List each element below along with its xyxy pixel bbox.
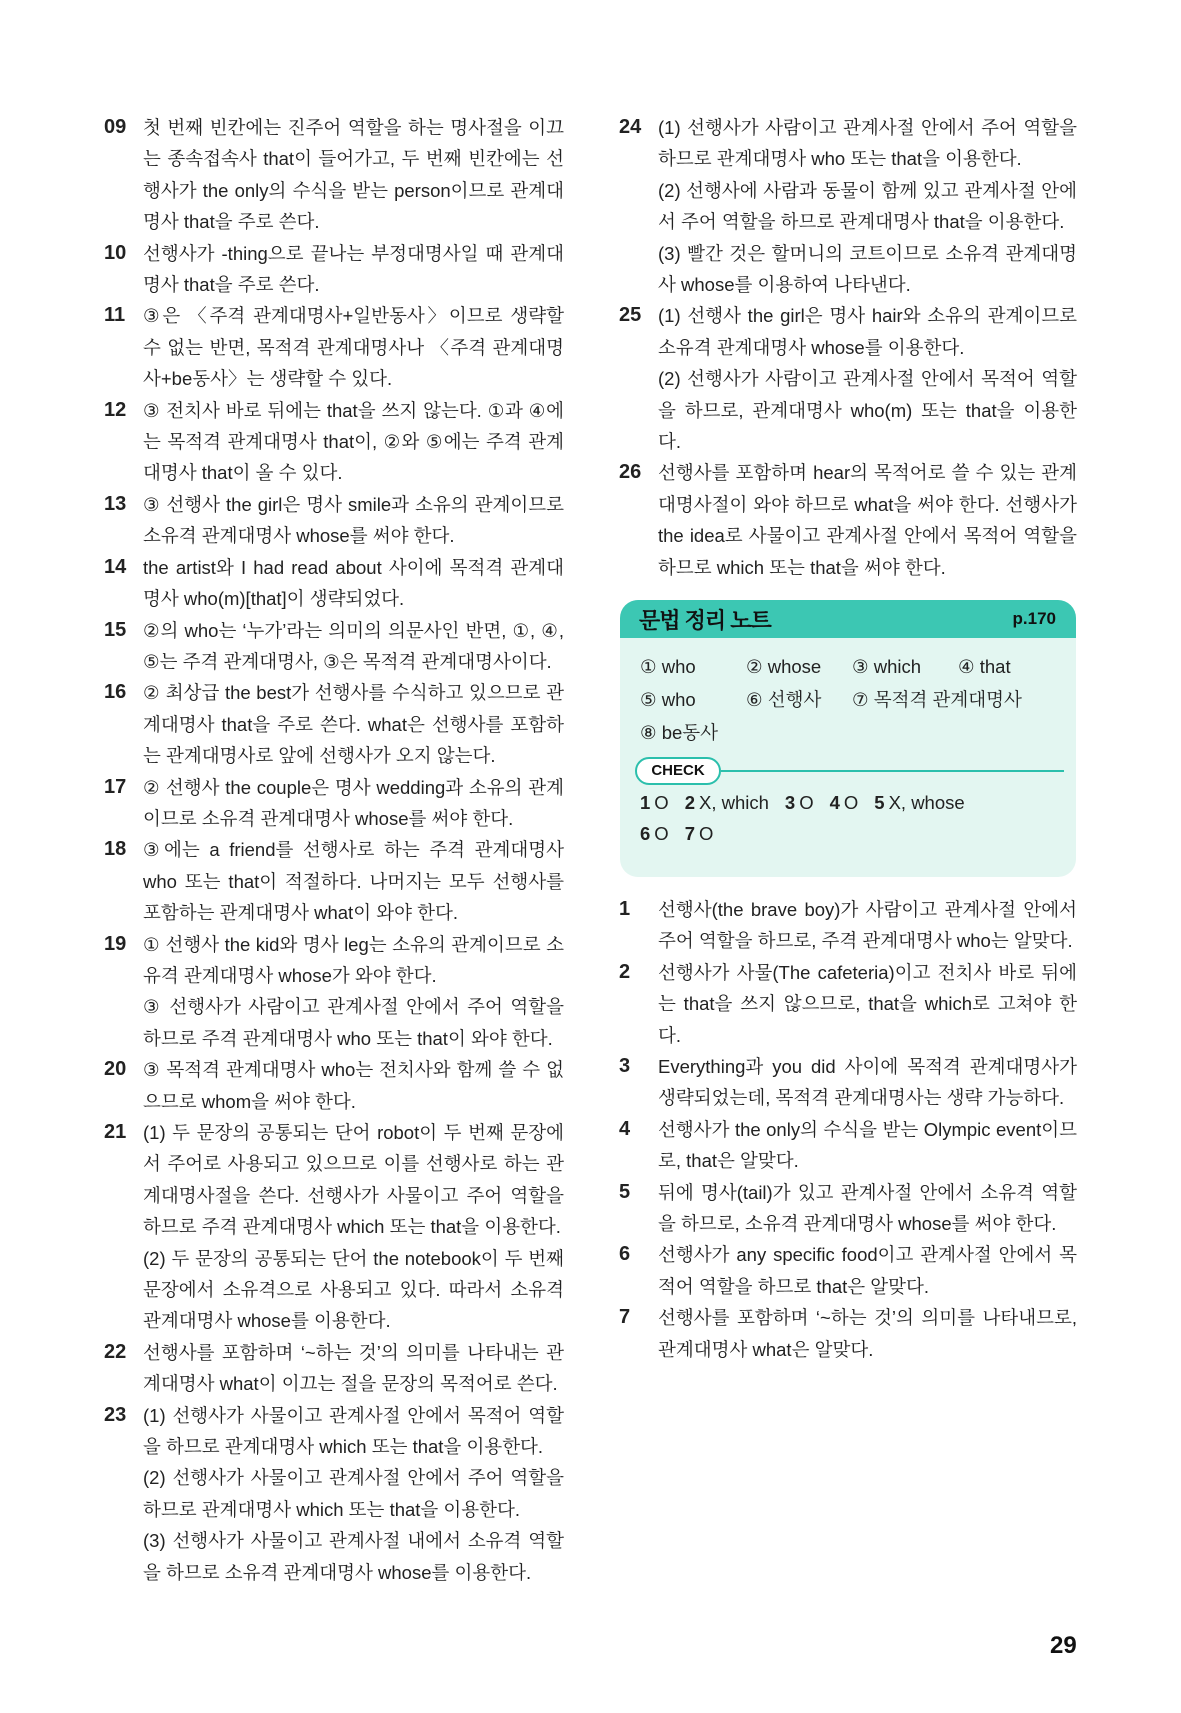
- answer-item: [104, 552, 564, 615]
- explanation-text: 선행사가 the only의 수식을 받는 Olympic event이므로, that은 알맞다.: [658, 1118, 1077, 1172]
- answer-number: 22: [104, 1340, 127, 1363]
- check-answer-number: 2: [684, 792, 695, 813]
- explanation-text: 선행사를 포함하며 ‘~하는 것’의 의미를 나타내므로, 관계대명사 what은 알맞다.: [658, 1307, 1077, 1360]
- answer-explanation: [143, 1400, 564, 1588]
- check-answer-value: O: [843, 792, 859, 813]
- answer-number: 19: [104, 932, 127, 955]
- explanation-text: 뒤에 명사(tail)가 있고 관계사절 안에서 소유격 역할을 하므로, 소유격 관계대명사 whose를 써야 한다.: [658, 1181, 1077, 1235]
- explanation-text: the artist와 I had read about 사이에 목적격 관계대명사 who(m)[that]이 생략되었다.: [143, 556, 564, 610]
- answer-item: [619, 112, 1077, 300]
- answer-number: 17: [104, 775, 127, 798]
- grammar-note-item: ⑥ 선행사: [746, 689, 822, 710]
- answer-explanation: [143, 1117, 564, 1337]
- answer-explanation: [143, 834, 564, 928]
- explanation-text: ③은 〈주격 관계대명사+일반동사〉이므로 생략할 수 없는 반면, 목적격 관계대명사나 〈주격 관계대명사+be동사〉는 생략할 수 있다.: [143, 305, 564, 390]
- answer-number: 23: [104, 1403, 127, 1426]
- grammar-note-item: ② whose: [746, 656, 822, 677]
- answer-number: 26: [619, 461, 642, 484]
- explanation-text: 선행사가 -thing으로 끝나는 부정대명사일 때 관계대명사 that을 주로 쓴다.: [143, 242, 564, 296]
- explanation-text: (1) 두 문장의 공통되는 단어 robot이 두 번째 문장에서 주어로 사용되고 있으므로 이를 선행사로 하는 관계대명사절을 쓴다. 선행사가 사물이고 주어 역할을 하므로 주격 관계대명사 which 또는 that을 이용한다.: [143, 1122, 564, 1238]
- answer-item: [619, 957, 1077, 1051]
- answer-number: 3: [619, 1055, 631, 1078]
- check-answer: [685, 818, 714, 849]
- grammar-note-item: ⑧ be동사: [640, 722, 719, 743]
- explanation-text: (1) 선행사가 사람이고 관계사절 안에서 주어 역할을 하므로 관계대명사 who 또는 that을 이용한다.: [658, 117, 1077, 170]
- answer-explanation: [143, 489, 564, 552]
- answer-number: 6: [619, 1243, 631, 1266]
- answer-explanation: [658, 957, 1077, 1051]
- answer-item: [619, 1302, 1077, 1365]
- check-divider: [635, 757, 1076, 785]
- answer-explanation: [658, 457, 1077, 583]
- explanation-text: 선행사를 포함하며 hear의 목적어로 쓸 수 있는 관계대명사절이 와야 하므로 what을 써야 한다. 선행사가 the idea로 사물이고 관계사절 안에서 목적어 역할을 하므로 which 또는 that을 써야 한다.: [658, 462, 1077, 578]
- answer-item: [104, 1400, 564, 1588]
- answer-explanation: [143, 772, 564, 835]
- answer-item: [104, 772, 564, 835]
- answer-explanation: [143, 552, 564, 615]
- explanation-text: 선행사를 포함하며 ‘~하는 것’의 의미를 나타내는 관계대명사 what이 이끄는 절을 문장의 목적어로 쓴다.: [143, 1341, 564, 1395]
- explanation-text: ② 선행사 the couple은 명사 wedding과 소유의 관계이므로 소유격 관계대명사 whose를 써야 한다.: [143, 776, 564, 829]
- answer-item: [619, 1051, 1077, 1114]
- page-number: 29: [1050, 1632, 1077, 1659]
- answer-explanation: [658, 112, 1077, 300]
- answer-number: 4: [619, 1117, 631, 1140]
- check-explanations: [619, 894, 1077, 1365]
- grammar-note-header: [620, 600, 1076, 638]
- check-answer-value: O: [799, 792, 814, 813]
- answer-item: [104, 1117, 564, 1337]
- explanation-text: 첫 번째 빈칸에는 진주어 역할을 하는 명사절을 이끄는 종속접속사 that이 들어가고, 두 번째 빈칸에는 선행사가 the only의 수식을 받는 person이므로 관계대명사 that을 주로 쓴다.: [143, 117, 564, 233]
- answer-number: 11: [104, 304, 126, 327]
- explanation-text: ① 선행사 the kid와 명사 leg는 소유의 관계이므로 소유격 관계대명사 whose가 와야 한다.: [143, 933, 564, 986]
- grammar-note-item: ④ that: [958, 656, 1011, 677]
- answer-explanation: [658, 1239, 1077, 1302]
- answer-item: [619, 894, 1077, 957]
- answer-item: [619, 1114, 1077, 1177]
- grammar-note-item: ③ which: [852, 656, 922, 677]
- grammar-note-answers: [620, 638, 1076, 749]
- answer-number: 15: [104, 618, 127, 641]
- right-answer-column: [619, 112, 1077, 583]
- answer-item: [104, 395, 564, 489]
- answer-item: [619, 1177, 1077, 1240]
- answer-item: [619, 457, 1077, 583]
- check-answer: [640, 787, 669, 818]
- check-answers: [620, 785, 1076, 849]
- explanation-text: (1) 선행사가 사물이고 관계사절 안에서 목적어 역할을 하므로 관계대명사 which 또는 that을 이용한다.: [143, 1404, 564, 1458]
- answer-number: 1: [619, 898, 631, 920]
- answer-item: [619, 1239, 1077, 1302]
- answer-item: [104, 615, 564, 678]
- explanation-text: ③ 선행사 the girl은 명사 smile과 소유의 관계이므로 소유격 관계대명사 whose를 써야 한다.: [143, 493, 564, 547]
- left-answer-column: [104, 112, 564, 1588]
- explanation-text: ② 최상급 the best가 선행사를 수식하고 있으므로 관계대명사 that을 주로 쓴다. what은 선행사를 포함하는 관계대명사로 앞에 선행사가 오지 않는다.: [143, 682, 564, 767]
- answer-explanation: [143, 112, 564, 238]
- explanation-text: ③ 전치사 바로 뒤에는 that을 쓰지 않는다. ①과 ④에는 목적격 관계대명사 that이, ②와 ⑤에는 주격 관계대명사 that이 올 수 있다.: [143, 399, 564, 484]
- check-answer-number: 6: [640, 823, 651, 844]
- explanation-text: (1) 선행사 the girl은 명사 hair와 소유의 관계이므로 소유격 관계대명사 whose를 이용한다.: [658, 305, 1077, 358]
- answer-explanation: [143, 395, 564, 489]
- answer-item: [104, 300, 564, 394]
- grammar-note-item: ⑤ who: [640, 689, 696, 710]
- answer-number: 25: [619, 304, 642, 327]
- grammar-note-item: ⑦ 목적격 관계대명사: [852, 689, 1022, 710]
- answer-number: 09: [104, 116, 127, 138]
- explanation-text: (2) 선행사에 사람과 동물이 함께 있고 관계사절 안에서 주어 역할을 하므로 관계대명사 that을 이용한다.: [658, 179, 1077, 233]
- explanation-text: ③ 선행사가 사람이고 관계사절 안에서 주어 역할을 하므로 주격 관계대명사 who 또는 that이 와야 한다.: [143, 996, 564, 1049]
- answer-number: 24: [619, 116, 642, 138]
- answer-number: 13: [104, 492, 127, 515]
- grammar-note-item: ① who: [640, 656, 696, 677]
- explanation-text: 선행사가 사물(The cafeteria)이고 전치사 바로 뒤에는 that을 쓰지 않으므로, that을 which로 고쳐야 한다.: [658, 961, 1077, 1046]
- answer-number: 5: [619, 1180, 631, 1203]
- check-answer: [785, 787, 814, 818]
- explanation-text: (2) 두 문장의 공통되는 단어 the notebook이 두 번째 문장에서 소유격으로 사용되고 있다. 따라서 소유격 관계대명사 whose를 이용한다.: [143, 1247, 564, 1332]
- check-answer-number: 4: [829, 792, 840, 813]
- check-answer-number: 1: [640, 792, 651, 813]
- check-answer: [640, 818, 669, 849]
- answer-explanation: [658, 1114, 1077, 1177]
- check-answer: [874, 787, 964, 818]
- check-answer: [830, 787, 859, 818]
- explanation-text: (2) 선행사가 사물이고 관계사절 안에서 주어 역할을 하므로 관계대명사 which 또는 that을 이용한다.: [143, 1467, 564, 1520]
- answer-explanation: [658, 300, 1077, 457]
- explanation-text: ③ 목적격 관계대명사 who는 전치사와 함께 쓸 수 없으므로 whom을 써야 한다.: [143, 1059, 564, 1112]
- check-answer: [685, 787, 769, 818]
- answer-number: 2: [619, 960, 631, 983]
- check-answer-value: O: [698, 823, 714, 844]
- explanation-text: (2) 선행사가 사람이고 관계사절 안에서 목적어 역할을 하므로, 관계대명사 who(m) 또는 that을 이용한다.: [658, 368, 1077, 453]
- answer-explanation: [658, 1051, 1077, 1114]
- check-answer-value: X, which: [698, 792, 769, 813]
- answer-item: [104, 1054, 564, 1117]
- answer-explanation: [143, 929, 564, 1055]
- answer-number: 10: [104, 241, 127, 264]
- answer-number: 7: [619, 1306, 631, 1329]
- explanation-text: ③에는 a friend를 선행사로 하는 주격 관계대명사 who 또는 that이 적절하다. 나머지는 모두 선행사를 포함하는 관계대명사 what이 와야 한다.: [143, 839, 564, 924]
- check-answer-value: O: [654, 792, 669, 813]
- explanation-text: ②의 who는 ‘누가’라는 의미의 의문사인 반면, ①, ④, ⑤는 주격 관계대명사, ③은 목적격 관계대명사이다.: [143, 619, 564, 672]
- answer-explanation: [658, 894, 1077, 957]
- answer-number: 20: [104, 1058, 127, 1081]
- answer-item: [104, 489, 564, 552]
- check-label: CHECK: [635, 757, 721, 785]
- answer-item: [104, 112, 564, 238]
- answer-item: [104, 834, 564, 928]
- answer-explanation: [143, 300, 564, 394]
- answer-item: [619, 300, 1077, 457]
- answer-number: 18: [104, 838, 127, 861]
- answer-item: [104, 677, 564, 771]
- answer-number: 12: [104, 398, 127, 421]
- explanation-text: (3) 빨간 것은 할머니의 코트이므로 소유격 관계대명사 whose를 이용하여 나타낸다.: [658, 242, 1077, 296]
- explanation-text: 선행사가 any specific food이고 관계사절 안에서 목적어 역할을 하므로 that은 알맞다.: [658, 1244, 1077, 1297]
- grammar-note-title: 문법 정리 노트: [639, 607, 771, 633]
- answer-item: [104, 238, 564, 301]
- answer-explanation: [143, 677, 564, 771]
- check-answer-number: 7: [684, 823, 695, 844]
- explanation-text: (3) 선행사가 사물이고 관계사절 내에서 소유격 역할을 하므로 소유격 관계대명사 whose를 이용한다.: [143, 1530, 564, 1583]
- check-answer-value: X, whose: [888, 792, 965, 813]
- answer-explanation: [658, 1302, 1077, 1365]
- answer-item: [104, 929, 564, 1055]
- explanation-text: 선행사(the brave boy)가 사람이고 관계사절 안에서 주어 역할을 하므로, 주격 관계대명사 who는 알맞다.: [658, 899, 1077, 952]
- answer-explanation: [658, 1177, 1077, 1240]
- answer-explanation: [143, 1054, 564, 1117]
- answer-number: 21: [104, 1121, 127, 1143]
- check-answer-number: 3: [784, 792, 796, 813]
- answer-number: 14: [104, 555, 127, 578]
- explanation-text: Everything과 you did 사이에 목적격 관계대명사가 생략되었는데, 목적격 관계대명사는 생략 가능하다.: [658, 1056, 1077, 1109]
- answer-number: 16: [104, 681, 127, 704]
- grammar-note-box: [620, 600, 1076, 877]
- check-answer-number: 5: [874, 792, 885, 813]
- page-reference: p.170: [1012, 609, 1056, 628]
- answer-explanation: [143, 238, 564, 301]
- divider-line: [721, 770, 1064, 772]
- check-answer-value: O: [654, 823, 669, 844]
- answer-explanation: [143, 615, 564, 678]
- answer-item: [104, 1337, 564, 1400]
- answer-explanation: [143, 1337, 564, 1400]
